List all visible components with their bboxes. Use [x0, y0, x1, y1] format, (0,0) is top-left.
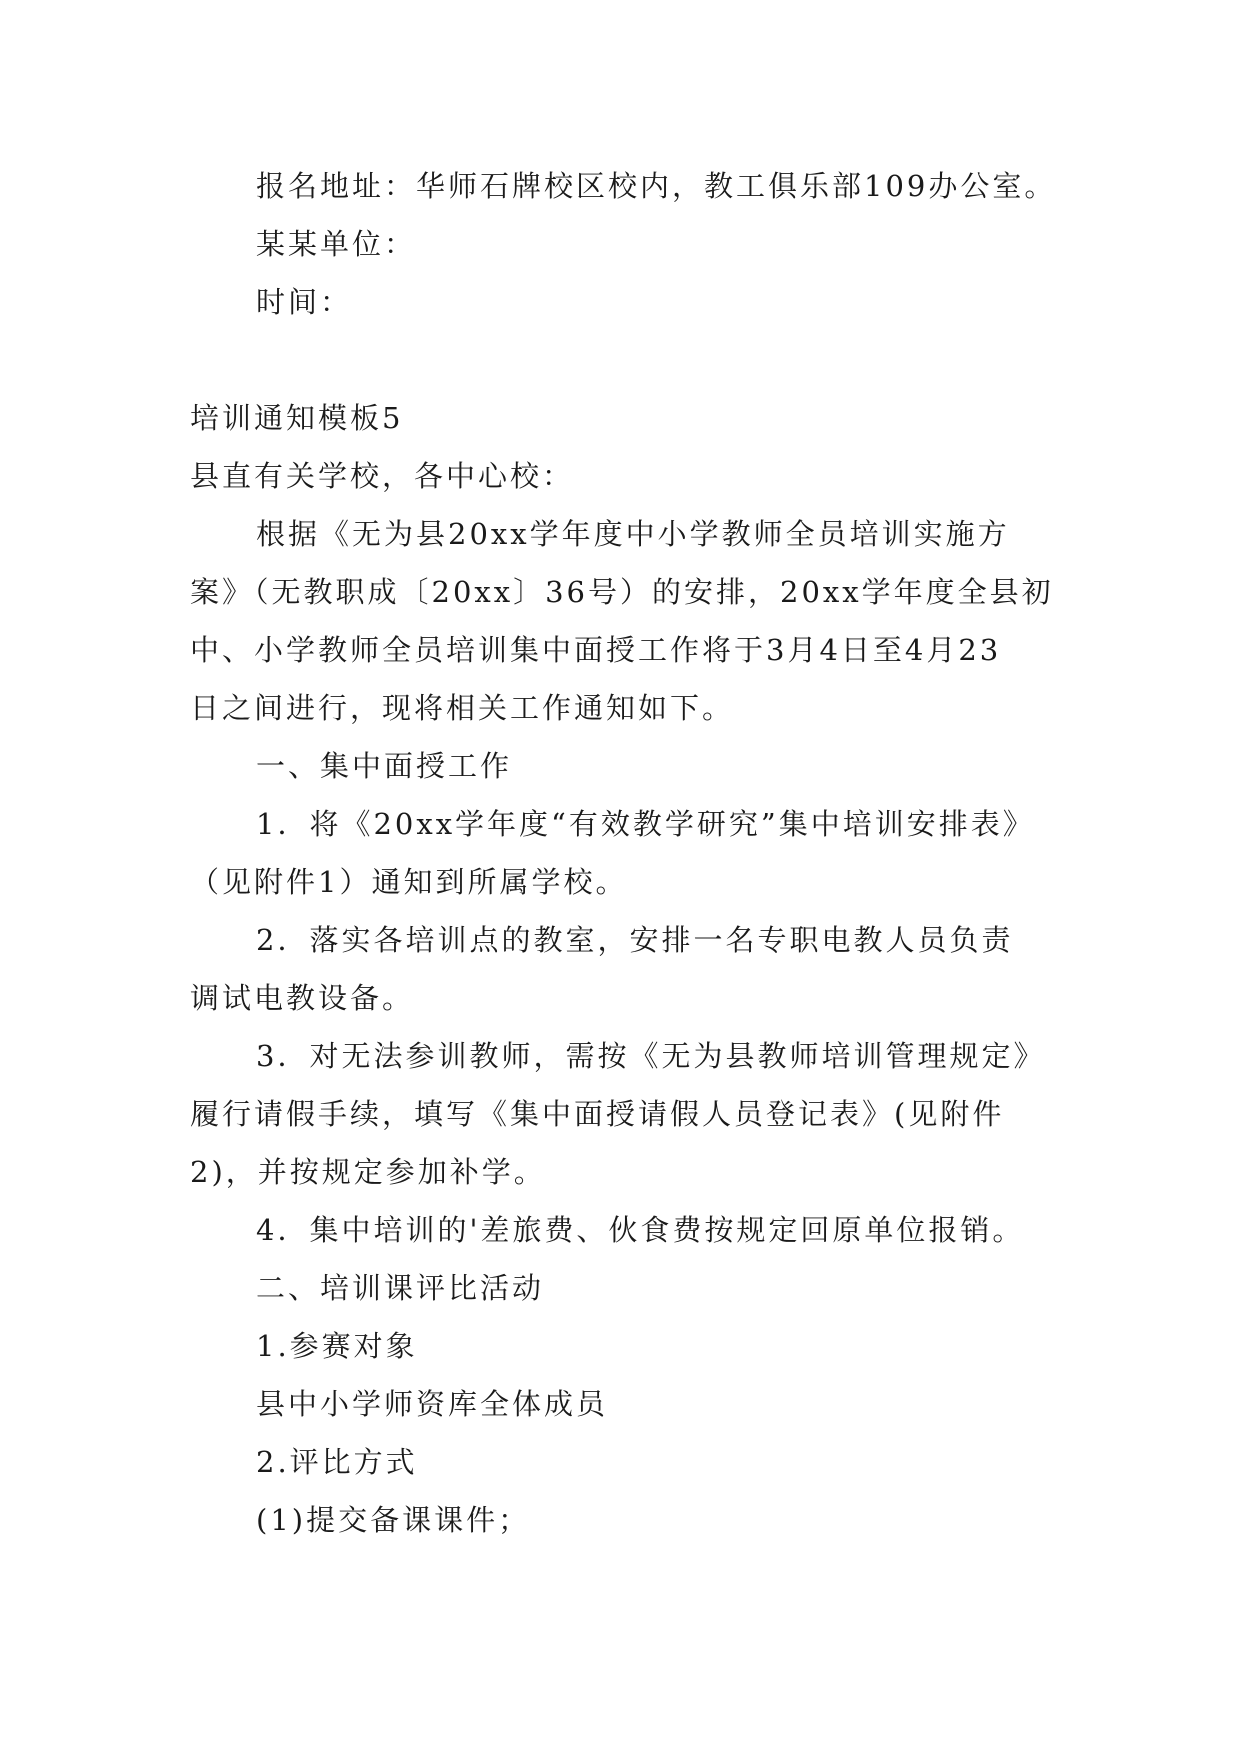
- item-3-line: 3．对无法参训教师，需按《无为县教师培训管理规定》: [256, 1039, 1046, 1073]
- item-1-continuation: （见附件1）通知到所属学校。: [190, 865, 628, 899]
- participants-detail: 县中小学师资库全体成员: [256, 1387, 609, 1421]
- item-2-line: 2．落实各培训点的教室，安排一名专职电教人员负责: [256, 923, 1014, 957]
- paragraph-line: 根据《无为县20xx学年度中小学教师全员培训实施方: [256, 517, 1010, 551]
- item-4-line: 4．集中培训的'差旅费、伙食费按规定回原单位报销。: [256, 1213, 1025, 1247]
- item-1-line: 1．将《20xx学年度“有效教学研究”集中培训安排表》: [256, 807, 1035, 841]
- organization-line: 某某单位：: [256, 227, 417, 261]
- method-detail: (1)提交备课课件；: [256, 1503, 531, 1537]
- heading-course-evaluation: 二、培训课评比活动: [256, 1271, 545, 1305]
- section-title: 培训通知模板5: [190, 401, 404, 435]
- time-line: 时间：: [256, 285, 353, 319]
- item-2-continuation: 调试电教设备。: [190, 981, 415, 1015]
- sub-item-method: 2.评比方式: [256, 1445, 418, 1479]
- paragraph-line: 中、小学教师全员培训集中面授工作将于3月4日至4月23: [190, 633, 1002, 667]
- registration-address-line: 报名地址：华师石牌校区校内，教工俱乐部109办公室。: [256, 169, 1057, 203]
- sub-item-participants: 1.参赛对象: [256, 1329, 418, 1363]
- recipient-line: 县直有关学校，各中心校：: [190, 459, 575, 493]
- heading-concentrated-teaching: 一、集中面授工作: [256, 749, 513, 783]
- item-3-continuation: 2)，并按规定参加补学。: [190, 1155, 546, 1189]
- item-3-continuation: 履行请假手续，填写《集中面授请假人员登记表》(见附件: [190, 1097, 1005, 1131]
- paragraph-line: 日之间进行，现将相关工作通知如下。: [190, 691, 735, 725]
- paragraph-line: 案》（无教职成〔20xx〕36号）的安排，20xx学年度全县初: [190, 575, 1054, 609]
